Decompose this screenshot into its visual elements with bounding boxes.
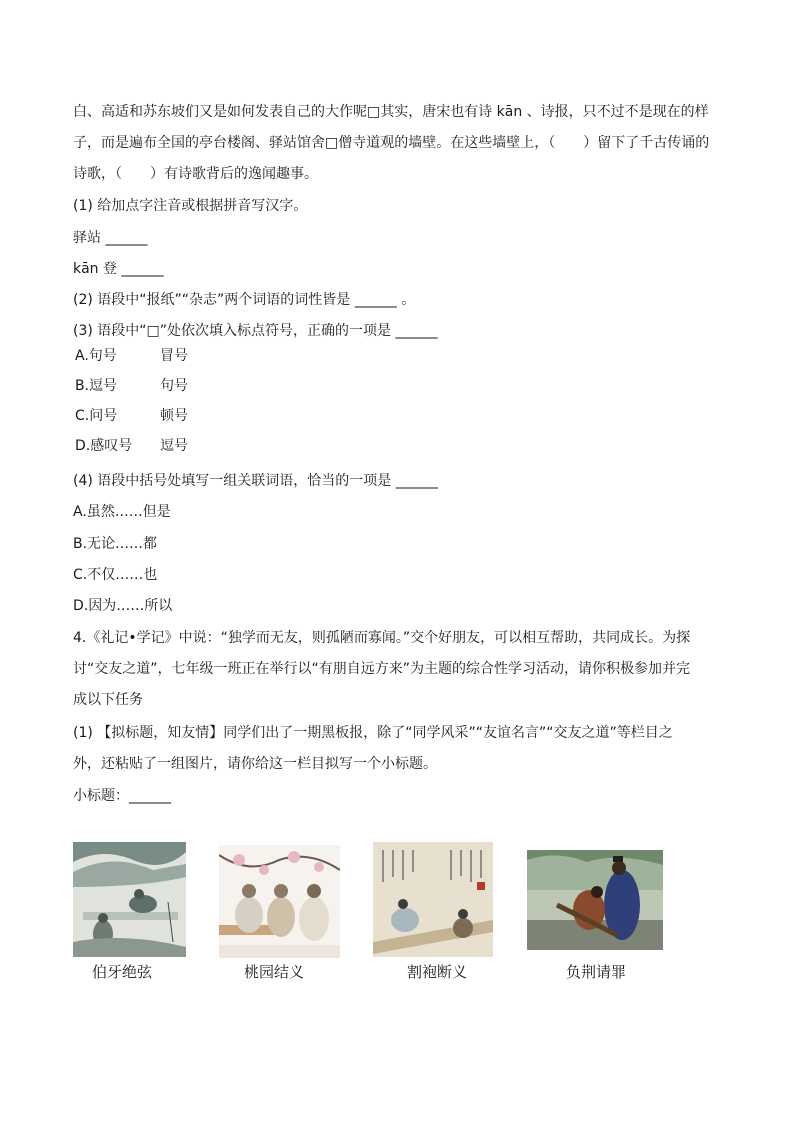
caption-fujing: 负荆请罪	[566, 963, 627, 981]
q3-prompt: (3) 语段中“□”处依次填入标点符号，正确的一项是 ______	[73, 323, 438, 339]
q3-option-b: B.逗号	[75, 378, 118, 394]
q2-prompt: (2) 语段中“报纸”“杂志”两个词语的词性皆是 ______ 。	[73, 292, 416, 308]
q3-option-d: D.感叹号	[75, 438, 133, 454]
q4-option-a: A.虽然……但是	[73, 504, 171, 520]
q3-option-c-second: 顿号	[160, 408, 188, 424]
section4-line-2: 讨“交友之道”，七年级一班正在举行以“有朋自远方来”为主题的综合性学习活动，请你积极参加并完	[73, 661, 691, 677]
passage-line-1: 白、高适和苏东坡们又是如何发表自己的大作呢□其实，唐宋也有诗 kān 、诗报，只不过不是现在的样	[73, 104, 709, 120]
task1-line-2: 外，还粘贴了一组图片，请你给这一栏目拟写一个小标题。	[73, 756, 437, 772]
q1-prompt: (1) 给加点字注音或根据拼音写汉字。	[73, 198, 308, 214]
section4-line-1: 4.《礼记•学记》中说：“独学而无友，则孤陋而寡闻。”交个好朋友，可以相互帮助，共同成长。为探	[73, 630, 691, 646]
caption-taoyuan: 桃园结义	[244, 963, 305, 981]
q3-option-b-second: 句号	[160, 378, 188, 394]
q4-option-c: C.不仅……也	[73, 567, 158, 583]
picture-taoyuan	[219, 845, 340, 958]
passage-line-3: 诗歌，（ ）有诗歌背后的逸闻趣事。	[73, 166, 318, 182]
subtitle-field: 小标题：______	[73, 788, 171, 804]
picture-fujing	[527, 850, 663, 950]
passage-line-2: 子，而是遍布全国的亭台楼阁、驿站馆舍□僧寺道观的墙壁。在这些墙壁上，（ ）留下了千古传诵的	[73, 135, 710, 151]
q4-option-b: B.无论……都	[73, 536, 158, 552]
picture-gepao	[373, 842, 493, 957]
section4-line-3: 成以下任务	[73, 692, 143, 708]
q1-answer-b: kān 登 ______	[73, 261, 164, 277]
caption-gepao: 割袍断义	[407, 963, 468, 981]
q4-option-d: D.因为……所以	[73, 598, 173, 614]
q3-option-a-second: 冒号	[160, 348, 188, 364]
q1-answer-a: 驿站 ______	[73, 230, 148, 246]
q3-option-c: C.问号	[75, 408, 118, 424]
q3-option-d-second: 逗号	[160, 438, 188, 454]
q4-prompt: (4) 语段中括号处填写一组关联词语，恰当的一项是 ______	[73, 473, 438, 489]
picture-boya	[73, 842, 186, 957]
caption-boya: 伯牙绝弦	[92, 963, 153, 981]
q3-option-a: A.句号	[75, 348, 117, 364]
task1-line-1: (1) 【拟标题，知友情】同学们出了一期黑板报，除了“同学风采”“友谊名言”“交友之道”等栏目之	[73, 725, 673, 741]
